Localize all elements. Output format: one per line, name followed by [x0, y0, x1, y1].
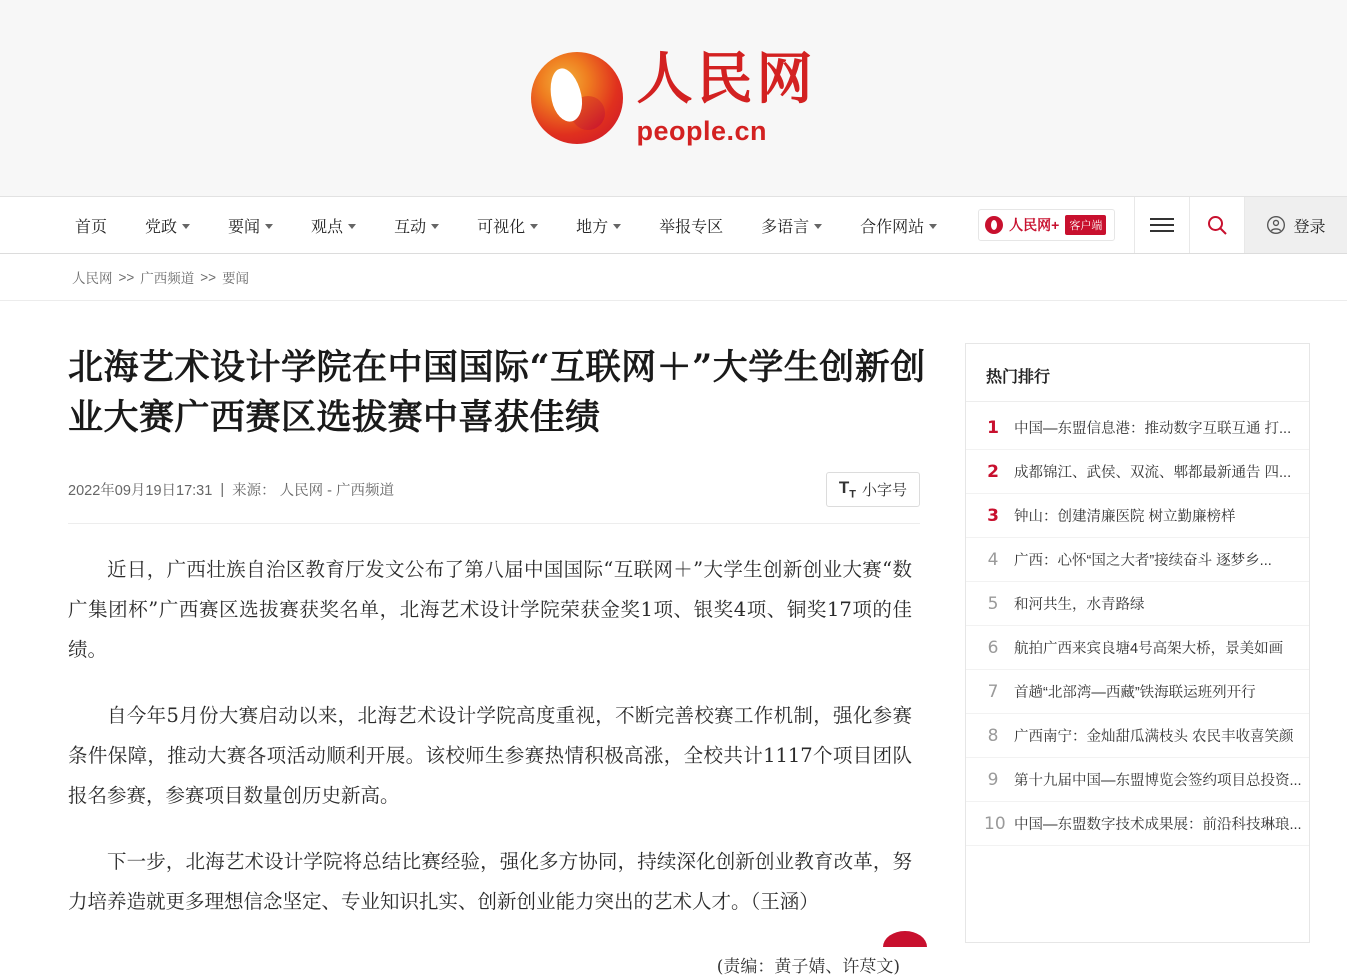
rank-title: 成都锦江、武侯、双流、郫都最新通告 四... — [1014, 465, 1292, 481]
rank-number: 4 — [987, 549, 999, 570]
rank-number: 8 — [987, 725, 999, 746]
nav-item-duoyuyan[interactable] — [742, 197, 841, 253]
rank-title: 广西南宁：金灿甜瓜满枝头 农民丰收喜笑颜 — [1014, 729, 1294, 745]
rank-number: 1 — [987, 417, 999, 438]
main-nav — [0, 197, 1347, 254]
logo-text — [636, 46, 817, 146]
hamburger-menu-icon — [1150, 214, 1174, 236]
hamburger-menu-button[interactable] — [1134, 197, 1189, 253]
article-paragraph: 近日，广西壮族自治区教育厅发文公布了第八届中国国际“互联网＋”大学生创新创业大赛“数广集团杯”广西赛区选拔赛获奖名单，北海艺术设计学院荣获金奖1项、银奖4项、铜奖17项的佳绩。 — [68, 557, 912, 661]
nav-label: 举报专区 — [659, 218, 724, 236]
nav-item-yaowen[interactable] — [209, 197, 292, 253]
font-size-button[interactable] — [826, 472, 920, 506]
nav-label: 要闻 — [228, 218, 261, 236]
nav-item-hudong[interactable] — [375, 197, 458, 253]
list-item[interactable] — [966, 538, 1309, 582]
nav-label: 党政 — [145, 218, 178, 236]
article-datetime: 2022年09月19日17:31 — [68, 483, 213, 500]
main-content — [0, 301, 1347, 977]
list-item[interactable] — [966, 582, 1309, 626]
nav-item-keshihua[interactable] — [458, 197, 557, 253]
nav-label: 多语言 — [761, 218, 810, 236]
list-item[interactable] — [966, 450, 1309, 494]
rank-number: 10 — [984, 813, 1006, 834]
article-paragraph: 自今年5月份大赛启动以来，北海艺术设计学院高度重视，不断完善校赛工作机制，强化参赛条件保障，推动大赛各项活动顺利开展。该校师生参赛热情积极高涨，全校共计1117个项目团队报名参赛，参赛项目数量创历史新高。 — [68, 703, 912, 807]
chevron-down-icon — [182, 224, 190, 229]
nav-actions — [1134, 197, 1347, 253]
people-app-icon — [985, 216, 1003, 234]
list-item[interactable] — [966, 670, 1309, 714]
nav-label: 可视化 — [477, 218, 526, 236]
article-source[interactable]: 人民网 - 广西频道 — [279, 483, 394, 500]
rank-title: 首趟“北部湾—西藏”铁海联运班列开行 — [1014, 685, 1256, 701]
list-item[interactable] — [966, 494, 1309, 538]
list-item[interactable] — [966, 758, 1309, 802]
nav-item-guandian[interactable] — [292, 197, 375, 253]
people-cn-logo-icon — [531, 52, 623, 144]
article-editor: (责编：黄子婧、许荩文) — [716, 956, 900, 977]
nav-label: 观点 — [311, 218, 344, 236]
nav-item-dangzheng[interactable] — [126, 197, 209, 253]
font-size-label: 小字号 — [861, 482, 907, 500]
chevron-down-icon — [929, 224, 937, 229]
nav-label: 地方 — [576, 218, 609, 236]
list-item[interactable] — [966, 406, 1309, 450]
login-button[interactable] — [1244, 197, 1347, 253]
article — [0, 301, 930, 977]
list-item[interactable] — [966, 802, 1309, 846]
breadcrumb-item-2[interactable]: 要闻 — [222, 271, 250, 286]
user-icon — [1266, 215, 1286, 235]
chevron-down-icon — [265, 224, 273, 229]
app-download-button[interactable] — [978, 209, 1115, 241]
rank-number: 2 — [987, 461, 999, 482]
rank-title: 和河共生，水青路绿 — [1014, 597, 1145, 613]
rank-title: 中国—东盟信息港：推动数字互联互通 打... — [1014, 421, 1292, 437]
list-item[interactable] — [966, 626, 1309, 670]
chevron-down-icon — [613, 224, 621, 229]
rank-number: 6 — [987, 637, 999, 658]
breadcrumb-item-1[interactable]: 广西频道 — [140, 271, 195, 286]
rank-title: 中国—东盟数字技术成果展：前沿科技琳琅... — [1014, 817, 1302, 833]
article-meta — [68, 472, 920, 523]
app-brand-label: 人民网+ — [1009, 217, 1060, 233]
nav-item-hezuowangzhan[interactable] — [841, 197, 956, 253]
rank-title: 广西：心怀“国之大者”接续奋斗 逐梦乡... — [1014, 553, 1272, 569]
rank-number: 5 — [987, 593, 999, 614]
app-client-tag: 客户端 — [1065, 215, 1106, 235]
breadcrumb-separator: >> — [118, 269, 135, 285]
breadcrumb-separator: >> — [200, 269, 217, 285]
article-source-label: 来源： — [232, 483, 276, 500]
logo-title-en: people.cn — [636, 115, 768, 146]
chevron-down-icon — [814, 224, 822, 229]
chevron-down-icon — [348, 224, 356, 229]
hot-ranking-title: 热门排行 — [966, 344, 1309, 402]
text-size-icon: $T_T$ — [838, 478, 856, 501]
nav-item-difang[interactable] — [557, 197, 640, 253]
rank-number: 9 — [987, 769, 999, 790]
article-paragraph: 下一步，北海艺术设计学院将总结比赛经验，强化多方协同，持续深化创新创业教育改革，努力培养造就更多理想信念坚定、专业知识扎实、创新创业能力突出的艺术人才。（王涵） — [68, 849, 912, 913]
hot-ranking-list — [966, 402, 1309, 846]
nav-item-home[interactable] — [56, 197, 126, 253]
nav-label: 互动 — [394, 218, 427, 236]
breadcrumb-item-0[interactable]: 人民网 — [72, 271, 113, 286]
nav-label: 合作网站 — [860, 218, 925, 236]
search-icon — [1205, 213, 1229, 237]
logo-title-cn: 人民网 — [636, 46, 817, 112]
list-item[interactable] — [966, 714, 1309, 758]
chevron-down-icon — [431, 224, 439, 229]
page-title: 北海艺术设计学院在中国国际“互联网＋”大学生创新创业大赛广西赛区选拔赛中喜获佳绩 — [68, 347, 926, 438]
rank-number: 3 — [987, 505, 999, 526]
hot-ranking-panel — [965, 343, 1310, 943]
login-label: 登录 — [1293, 218, 1326, 236]
rank-title: 航拍广西来宾良塘4号高架大桥，景美如画 — [1014, 641, 1284, 657]
rank-number: 7 — [987, 681, 999, 702]
site-header — [0, 0, 1347, 197]
breadcrumb — [0, 254, 1347, 301]
search-button[interactable] — [1189, 197, 1244, 253]
site-logo[interactable] — [531, 46, 817, 146]
rank-title: 第十九届中国—东盟博览会签约项目总投资... — [1014, 773, 1302, 789]
nav-item-jubaozhuanqu[interactable] — [640, 197, 742, 253]
chevron-down-icon — [530, 224, 538, 229]
nav-label: 首页 — [75, 218, 108, 236]
meta-separator: | — [220, 481, 225, 498]
rank-title: 钟山：创建清廉医院 树立勤廉榜样 — [1014, 509, 1236, 525]
